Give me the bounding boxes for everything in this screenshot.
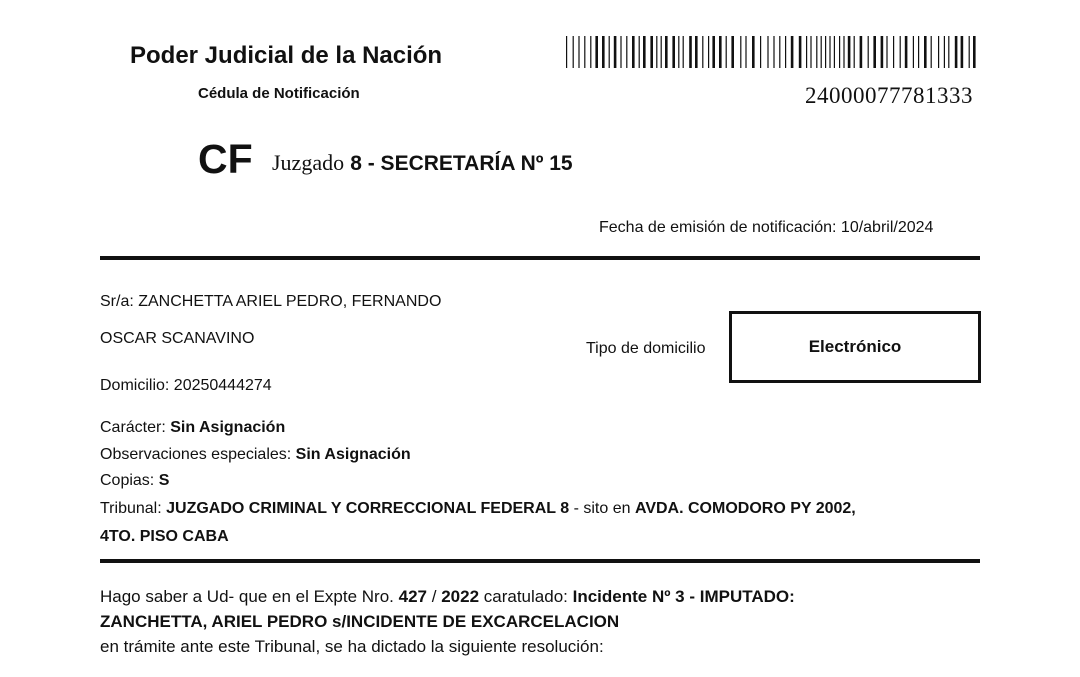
document-type: Cédula de Notificación — [198, 85, 360, 102]
barcode-bar — [924, 36, 927, 68]
observaciones-label: Observaciones especiales: — [100, 446, 292, 463]
barcode-bar — [969, 36, 970, 68]
barcode-bar — [918, 36, 919, 68]
barcode-bar — [944, 36, 945, 68]
barcode-bar — [702, 36, 703, 68]
barcode-bar — [886, 36, 887, 68]
barcode-bar — [900, 36, 901, 68]
recipient-line-1: Sr/a: ZANCHETTA ARIEL PEDRO, FERNANDO — [100, 293, 442, 310]
tribunal-line-1 — [100, 500, 856, 518]
barcode-bar — [689, 36, 692, 68]
barcode-bar — [678, 36, 679, 68]
barcode-bar — [973, 36, 976, 68]
caracter-value: Sin Asignación — [170, 419, 286, 436]
expte-slash: / — [431, 587, 437, 606]
barcode-bar — [573, 36, 574, 68]
org-title: Poder Judicial de la Nación — [130, 42, 443, 69]
barcode-bar — [791, 36, 794, 68]
observaciones-field — [100, 446, 411, 464]
barcode-bar — [893, 36, 894, 68]
expte-number: 427 — [398, 587, 427, 606]
barcode-bar — [719, 36, 722, 68]
copias-value: S — [158, 472, 170, 489]
barcode-bar — [760, 36, 761, 68]
divider-top — [100, 256, 980, 260]
barcode-bar — [799, 36, 802, 68]
barcode-bar — [767, 36, 768, 68]
barcode-bar — [868, 36, 869, 68]
barcode-bar — [643, 36, 646, 68]
barcode-bar — [661, 36, 662, 68]
barcode — [566, 36, 978, 68]
copias-field — [100, 472, 169, 490]
barcode-bar — [839, 36, 840, 68]
barcode-bar — [745, 36, 746, 68]
barcode-bar — [602, 36, 605, 68]
jurisdiction-code: CF — [198, 136, 253, 182]
barcode-bar — [834, 36, 835, 68]
barcode-bar — [785, 36, 786, 68]
barcode-bar — [961, 36, 964, 68]
barcode-bar — [905, 36, 908, 68]
juzgado-secretaria: 8 - SECRETARÍA Nº 15 — [350, 152, 573, 175]
barcode-bar — [873, 36, 876, 68]
barcode-bar — [626, 36, 627, 68]
barcode-bar — [566, 36, 567, 68]
body-line-1 — [100, 587, 795, 607]
barcode-bar — [609, 36, 610, 68]
domicile-type-box — [729, 311, 981, 383]
expte-year: 2022 — [441, 587, 480, 606]
barcode-bar — [913, 36, 914, 68]
barcode-bar — [938, 36, 939, 68]
observaciones-value: Sin Asignación — [295, 446, 411, 463]
domicile: Domicilio: 20250444274 — [100, 377, 272, 394]
body-intro: Hago saber a Ud- que en el Expte Nro. — [100, 587, 394, 606]
caracter-label: Carácter: — [100, 419, 166, 436]
case-title-1: Incidente Nº 3 - IMPUTADO: — [572, 587, 795, 606]
court-line — [272, 150, 573, 176]
barcode-bar — [665, 36, 668, 68]
barcode-bar — [881, 36, 884, 68]
barcode-bar — [656, 36, 657, 68]
barcode-bar — [726, 36, 727, 68]
tribunal-address-1: AVDA. COMODORO PY 2002, — [634, 500, 856, 517]
barcode-bar — [632, 36, 635, 68]
barcode-bar — [848, 36, 851, 68]
tribunal-label: Tribunal: — [100, 500, 162, 517]
barcode-bar — [650, 36, 653, 68]
barcode-bar — [810, 36, 811, 68]
caracter-field — [100, 419, 285, 437]
barcode-bar — [584, 36, 585, 68]
barcode-bar — [614, 36, 617, 68]
barcode-bar — [695, 36, 698, 68]
copias-label: Copias: — [100, 472, 155, 489]
barcode-bar — [712, 36, 715, 68]
barcode-bar — [854, 36, 855, 68]
barcode-bar — [829, 36, 830, 68]
barcode-bar — [821, 36, 822, 68]
barcode-bar — [843, 36, 844, 68]
barcode-number: 24000077781333 — [805, 83, 973, 108]
barcode-bar — [740, 36, 741, 68]
caratulado-label: caratulado: — [483, 587, 568, 606]
tribunal-address-2: 4TO. PISO CABA — [100, 528, 229, 545]
emission-date: Fecha de emisión de notificación: 10/abril/2024 — [599, 219, 934, 236]
case-title-2: ZANCHETTA, ARIEL PEDRO s/INCIDENTE DE EXCARCELACION — [100, 612, 620, 631]
barcode-bar — [620, 36, 621, 68]
barcode-bar — [595, 36, 598, 68]
barcode-bar — [683, 36, 684, 68]
tribunal-sito: - sito en — [573, 500, 631, 517]
barcode-bar — [931, 36, 932, 68]
divider-middle — [100, 559, 980, 563]
tribunal-name: JUZGADO CRIMINAL Y CORRECCIONAL FEDERAL 8 — [166, 500, 570, 517]
barcode-bar — [860, 36, 863, 68]
barcode-bar — [731, 36, 734, 68]
barcode-bar — [639, 36, 640, 68]
barcode-bar — [948, 36, 949, 68]
domicile-type-label: Tipo de domicilio — [586, 340, 706, 357]
barcode-bar — [578, 36, 579, 68]
barcode-bar — [773, 36, 774, 68]
barcode-bar — [816, 36, 817, 68]
recipient-line-2: OSCAR SCANAVINO — [100, 330, 255, 347]
barcode-bar — [806, 36, 807, 68]
barcode-bar — [779, 36, 780, 68]
barcode-bar — [672, 36, 675, 68]
barcode-bar — [708, 36, 709, 68]
barcode-bar — [752, 36, 755, 68]
domicile-type-value: Electrónico — [808, 337, 902, 356]
barcode-bar — [955, 36, 958, 68]
barcode-bar — [825, 36, 826, 68]
body-line-3: en trámite ante este Tribunal, se ha dictado la siguiente resolución: — [100, 637, 604, 656]
juzgado-label: Juzgado — [272, 150, 345, 175]
barcode-bar — [590, 36, 591, 68]
